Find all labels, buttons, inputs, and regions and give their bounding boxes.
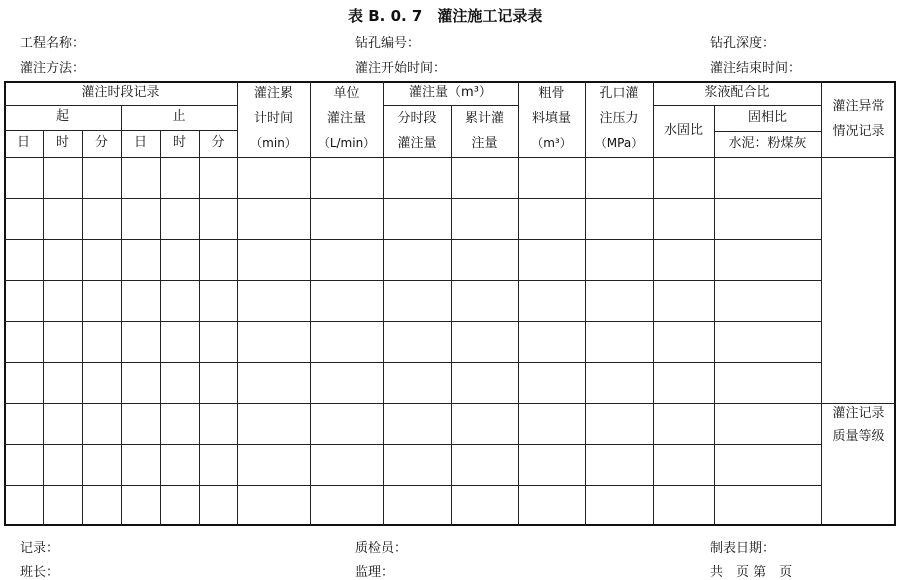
- table-line: [4, 239, 821, 240]
- page-title: 表 B. 0. 7 灌注施工记录表: [348, 7, 543, 25]
- abnormal-record-header-l1: 灌注异常: [832, 98, 885, 114]
- table-line: [4, 444, 821, 445]
- inspector-label: 质检员：: [355, 541, 408, 556]
- team-leader-label: 班长：: [20, 565, 60, 580]
- cum-time-header-l1: 灌注累: [253, 85, 293, 101]
- start-minute-header: 分: [94, 135, 108, 151]
- project-name-label: 工程名称：: [20, 36, 86, 51]
- aggregate-header-l1: 粗骨: [538, 85, 565, 101]
- end-hour-header: 时: [172, 135, 186, 151]
- start-day-header: 日: [16, 135, 30, 151]
- end-minute-header: 分: [211, 135, 225, 151]
- unit-volume-header-l3: （L/min）: [317, 136, 376, 151]
- recorder-label: 记录：: [20, 541, 60, 556]
- segment-volume-header-l2: 灌注量: [397, 135, 437, 151]
- supervisor-label: 监理：: [355, 565, 395, 580]
- table-line: [714, 105, 715, 526]
- table-line: [4, 485, 821, 486]
- solid-phase-ratio-header: 固相比: [747, 109, 787, 125]
- table-line: [4, 403, 896, 404]
- pressure-header-l1: 孔口灌: [599, 85, 639, 101]
- volume-header: 灌注量（m³）: [409, 84, 492, 100]
- cumulative-volume-header-l1: 累计灌: [464, 110, 504, 126]
- pressure-header-l2: 注压力: [599, 110, 639, 126]
- end-time-label: 灌注结束时间：: [710, 61, 802, 76]
- table-line: [4, 198, 821, 199]
- cum-time-header-l2: 计时间: [253, 110, 293, 126]
- table-line: [43, 130, 44, 526]
- segment-volume-header-l1: 分时段: [397, 110, 437, 126]
- method-label: 灌注方法：: [20, 61, 86, 76]
- table-line: [451, 105, 452, 526]
- abnormal-record-header-l2: 情况记录: [832, 123, 885, 139]
- start-hour-header: 时: [55, 135, 69, 151]
- slurry-ratio-header: 浆液配合比: [704, 84, 770, 100]
- start-time-label: 灌注开始时间：: [355, 61, 447, 76]
- table-line: [4, 280, 821, 281]
- hole-no-label: 钻孔编号：: [355, 36, 421, 51]
- date-label: 制表日期：: [710, 541, 776, 556]
- table-line: [160, 130, 161, 526]
- table-line: [121, 105, 122, 526]
- water-solid-ratio-header: 水固比: [663, 122, 703, 138]
- table-line: [821, 81, 822, 526]
- cum-time-header-l3: （min）: [250, 136, 297, 151]
- pressure-header-l3: （MPa）: [594, 136, 644, 151]
- table-line: [4, 362, 821, 363]
- start-header: 起: [55, 109, 69, 125]
- quality-grade-label-l1: 灌注记录: [832, 405, 885, 421]
- page-count-label: 共 页 第 页: [710, 565, 793, 580]
- table-line: [4, 157, 896, 158]
- cement-flyash-header: 水泥：粉煤灰: [728, 135, 807, 151]
- table-line: [4, 321, 821, 322]
- hole-depth-label: 钻孔深度：: [710, 36, 776, 51]
- table-line: [82, 130, 83, 526]
- unit-volume-header-l2: 灌注量: [326, 110, 366, 126]
- table-line: [199, 130, 200, 526]
- end-day-header: 日: [133, 135, 147, 151]
- aggregate-header-l3: （m³）: [531, 136, 572, 151]
- unit-volume-header-l1: 单位: [333, 85, 360, 101]
- period-record-header: 灌注时段记录: [81, 84, 160, 100]
- aggregate-header-l2: 料填量: [531, 110, 571, 126]
- end-header: 止: [172, 109, 186, 125]
- quality-grade-label-l2: 质量等级: [832, 428, 885, 444]
- cumulative-volume-header-l2: 注量: [471, 135, 498, 151]
